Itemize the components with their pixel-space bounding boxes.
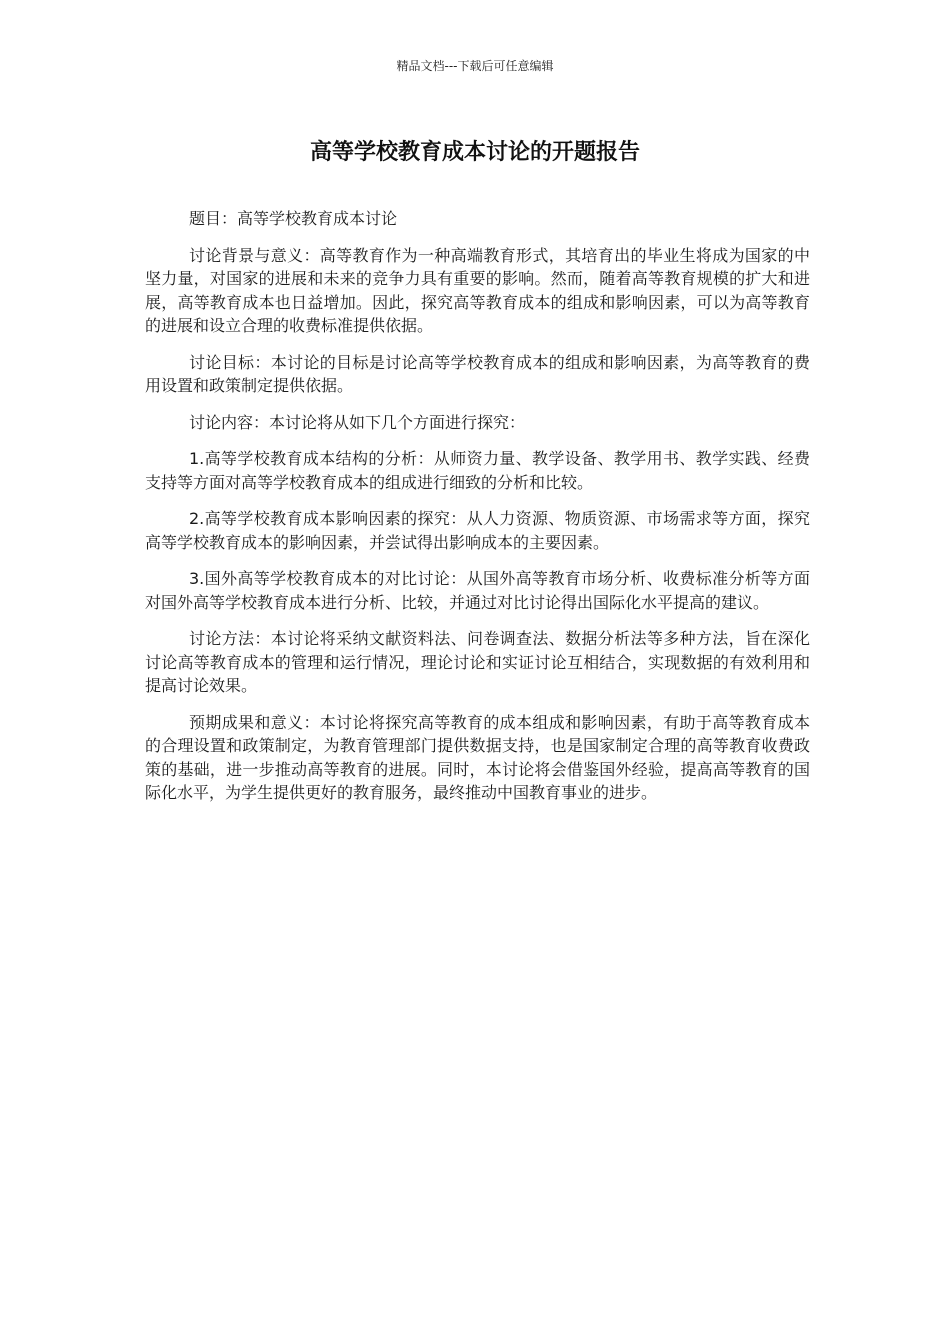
paragraph-content-item-3: 3.国外高等学校教育成本的对比讨论：从国外高等教育市场分析、收费标准分析等方面对国外高等学校教育成本进行分析、比较，并通过对比讨论得出国际化水平提高的建议。 <box>145 569 810 612</box>
paragraph-goal: 讨论目标：本讨论的目标是讨论高等学校教育成本的组成和影响因素，为高等教育的费用设置和政策制定提供依据。 <box>145 352 810 395</box>
paragraph-method: 讨论方法：本讨论将采纳文献资料法、问卷调查法、数据分析法等多种方法，旨在深化讨论高等教育成本的管理和运行情况，理论讨论和实证讨论互相结合，实现数据的有效利用和提高讨论效果。 <box>145 629 810 695</box>
paragraph-content-intro: 讨论内容：本讨论将从如下几个方面进行探究： <box>189 412 526 432</box>
document-title: 高等学校教育成本讨论的开题报告 <box>309 140 640 165</box>
paragraph-expected-results: 预期成果和意义：本讨论将探究高等教育的成本组成和影响因素，有助于高等教育成本的合理设置和政策制定，为教育管理部门提供数据支持，也是国家制定合理的高等教育收费政策的基础，进一步推动高等教育的进展。同时，本讨论将会借鉴国外经验，提高高等教育的国际化水平，为学生提供更好的教育服务，最终推动中国教育事业的进步。 <box>145 712 810 802</box>
paragraph-content-item-2: 2.高等学校教育成本影响因素的探究：从人力资源、物质资源、市场需求等方面，探究高等学校教育成本的影响因素，并尝试得出影响成本的主要因素。 <box>145 509 810 552</box>
document-body <box>145 207 810 818</box>
paragraph-content-item-1: 1.高等学校教育成本结构的分析：从师资力量、教学设备、教学用书、教学实践、经费支持等方面对高等学校教育成本的组成进行细致的分析和比较。 <box>145 449 810 492</box>
page-header: 精品文档---下载后可任意编辑 <box>396 59 554 73</box>
paragraph-topic: 题目：高等学校教育成本讨论 <box>189 209 398 228</box>
paragraph-background: 讨论背景与意义：高等教育作为一种高端教育形式，其培育出的毕业生将成为国家的中坚力量，对国家的进展和未来的竞争力具有重要的影响。然而，随着高等教育规模的扩大和进展，高等教育成本也日益增加。因此，探究高等教育成本的组成和影响因素，可以为高等教育的进展和设立合理的收费标准提供依据。 <box>145 245 810 335</box>
